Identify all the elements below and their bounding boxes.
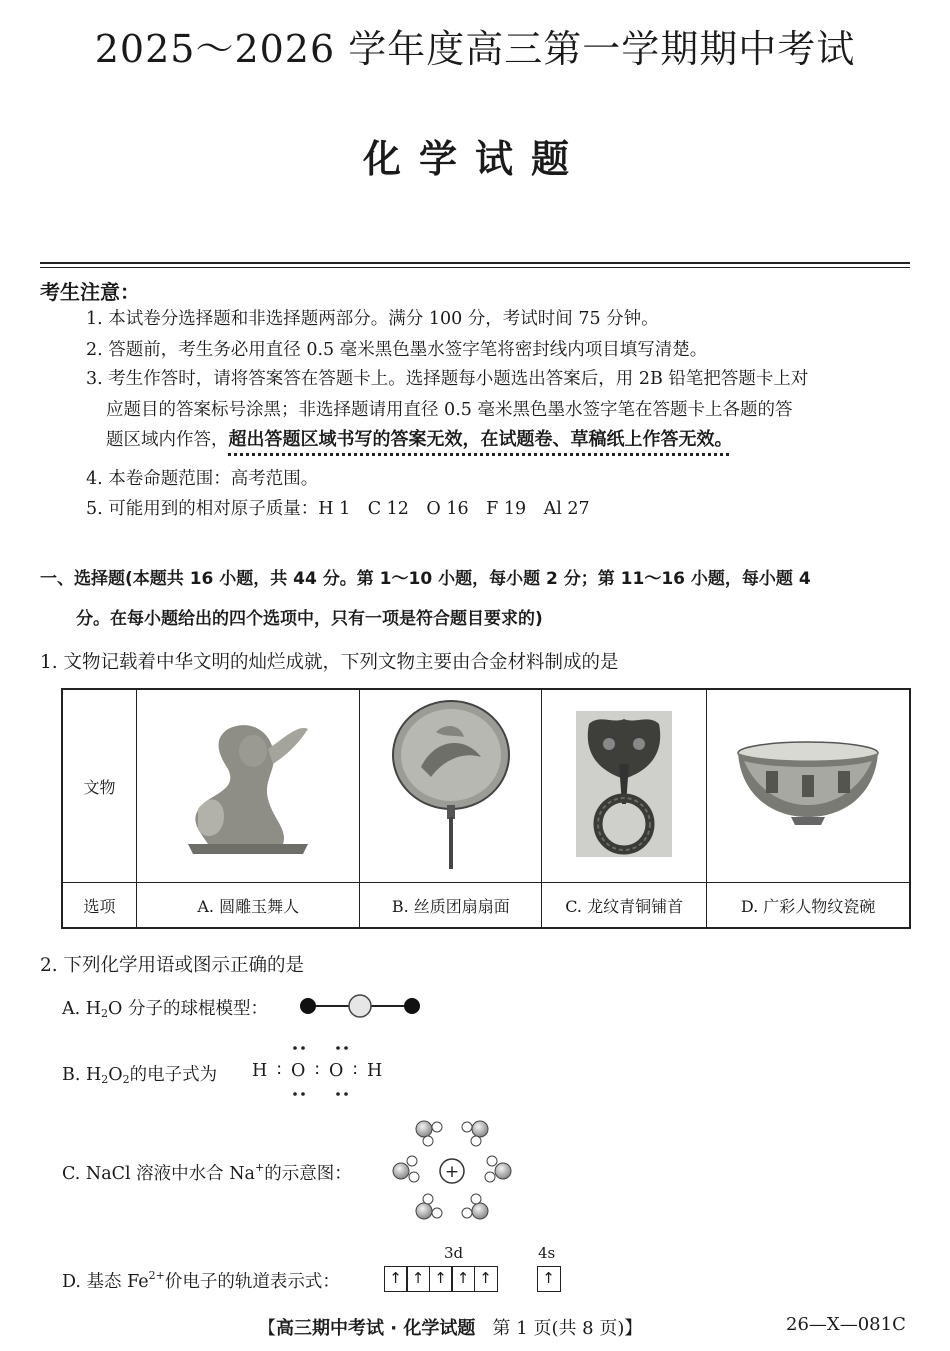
- orbital-box-3d-3: ↑: [429, 1266, 453, 1292]
- lone-pair-dots: [285, 1042, 365, 1100]
- divider-thick: [40, 262, 910, 264]
- orbital-box-3d-4: ↑: [451, 1266, 475, 1292]
- notice-item-3-line-3: [106, 430, 733, 450]
- q2-a-prefix: A. H: [62, 999, 102, 1019]
- q2-option-d: [62, 1268, 340, 1293]
- electron-formula: H ∶ O ∶ O ∶ H: [252, 1061, 385, 1081]
- relic-image-b: [360, 689, 542, 883]
- orbital-4s-box: [538, 1266, 561, 1292]
- orbital-label-4s: 4s: [538, 1244, 556, 1262]
- q2-b-mid: O: [108, 1065, 123, 1085]
- option-b: B. 丝质团扇扇面: [360, 883, 542, 929]
- q2-option-b: [62, 1061, 217, 1086]
- footer-bracket-open: 【: [258, 1318, 276, 1339]
- q2-b-sub2: 2: [122, 1073, 130, 1086]
- notice-item-1: 1. 本试卷分选择题和非选择题两部分。满分 100 分，考试时间 75 分钟。: [86, 309, 659, 329]
- subject-title: 化学试题: [362, 137, 587, 181]
- relic-image-d: [707, 689, 910, 883]
- footer-exam-name: 高三期中考试 · 化学试题: [276, 1318, 476, 1339]
- option-d: D. 广彩人物纹瓷碗: [707, 883, 910, 929]
- orbital-box-3d-5: ↑: [474, 1266, 498, 1292]
- q2-a-sub: 2: [101, 1007, 109, 1020]
- bronze-door-knocker-image: [574, 709, 674, 859]
- ball-stick-model: [296, 992, 424, 1020]
- q2-option-a: [62, 995, 268, 1020]
- relic-image-a: [137, 689, 360, 883]
- q2-c-prefix: C. NaCl 溶液中水合 Na: [62, 1164, 255, 1184]
- section-1-line-2: 分。在每小题给出的四个选项中，只有一项是符合题目要求的): [76, 609, 543, 629]
- orbital-box-4s: ↑: [537, 1266, 561, 1292]
- q2-c-suffix: 的示意图：: [264, 1164, 352, 1184]
- q2-d-suffix: 价电子的轨道表示式：: [164, 1272, 340, 1292]
- relic-image-c: [542, 689, 707, 883]
- option-row-header: 选项: [62, 883, 137, 929]
- orbital-label-3d: 3d: [444, 1244, 464, 1262]
- question-1-stem: 1. 文物记载着中华文明的灿烂成就，下列文物主要由合金材料制成的是: [40, 652, 619, 673]
- orbital-box-3d-2: ↑: [406, 1266, 430, 1292]
- q2-d-prefix: D. 基态 Fe: [62, 1272, 149, 1292]
- ion-charge-sign: +: [444, 1162, 460, 1182]
- page-footer: [258, 1314, 642, 1340]
- hydrated-sodium-diagram: [388, 1115, 516, 1225]
- notice-item-5: 5. 可能用到的相对原子质量：H 1 C 12 O 16 F 19 Al 27: [86, 499, 590, 519]
- notice-item-2: 2. 答题前，考生务必用直径 0.5 毫米黑色墨水签字笔将密封线内项目填写清楚。: [86, 340, 708, 360]
- q2-option-c: [62, 1160, 352, 1185]
- jade-dancer-image: [168, 709, 328, 859]
- footer-bracket-close: 】: [624, 1318, 643, 1339]
- exam-title: 2025～2026 学年度高三第一学期期中考试: [94, 27, 856, 71]
- notice-item-3-line-2: 应题目的答案标号涂黑；非选择题请用直径 0.5 毫米黑色墨水签字笔在答题卡上各题的答: [106, 400, 793, 420]
- relic-row-header: 文物: [62, 689, 137, 883]
- q2-c-sup: +: [255, 1161, 265, 1174]
- relic-table: [61, 688, 911, 929]
- option-a: A. 圆雕玉舞人: [137, 883, 360, 929]
- divider-thin: [40, 267, 910, 268]
- q2-b-suffix: 的电子式为: [129, 1065, 218, 1085]
- q2-d-sup: 2+: [148, 1269, 165, 1282]
- silk-fan-image: [386, 697, 516, 872]
- notice-item-3-line-3-start: 题区域内作答，: [106, 430, 229, 450]
- footer-page-number: 第 1 页(共 8 页): [492, 1318, 625, 1339]
- notice-heading: 考生注意：: [40, 280, 140, 304]
- notice-item-4: 4. 本卷命题范围：高考范围。: [86, 469, 319, 489]
- option-c: C. 龙纹青铜铺首: [542, 883, 707, 929]
- orbital-box-3d-1: ↑: [384, 1266, 408, 1292]
- section-1-line-1: 一、选择题(本题共 16 小题，共 44 分。第 1～10 小题，每小题 2 分；第 11～16 小题，每小题 4: [40, 569, 811, 589]
- paper-code: 26—X—081C: [786, 1314, 906, 1335]
- q2-a-suffix: O 分子的球棍模型：: [108, 999, 268, 1019]
- q2-b-sub1: 2: [101, 1073, 109, 1086]
- orbital-3d-boxes: [385, 1266, 498, 1292]
- notice-emphasis: 超出答题区域书写的答案无效，在试题卷、草稿纸上作答无效。: [228, 429, 733, 450]
- porcelain-bowl-image: [736, 739, 881, 829]
- notice-item-3-line-1: 3. 考生作答时，请将答案答在答题卡上。选择题每小题选出答案后，用 2B 铅笔把答题卡上对: [86, 369, 809, 389]
- question-2-stem: 2. 下列化学用语或图示正确的是: [40, 955, 305, 976]
- q2-b-prefix: B. H: [62, 1065, 102, 1085]
